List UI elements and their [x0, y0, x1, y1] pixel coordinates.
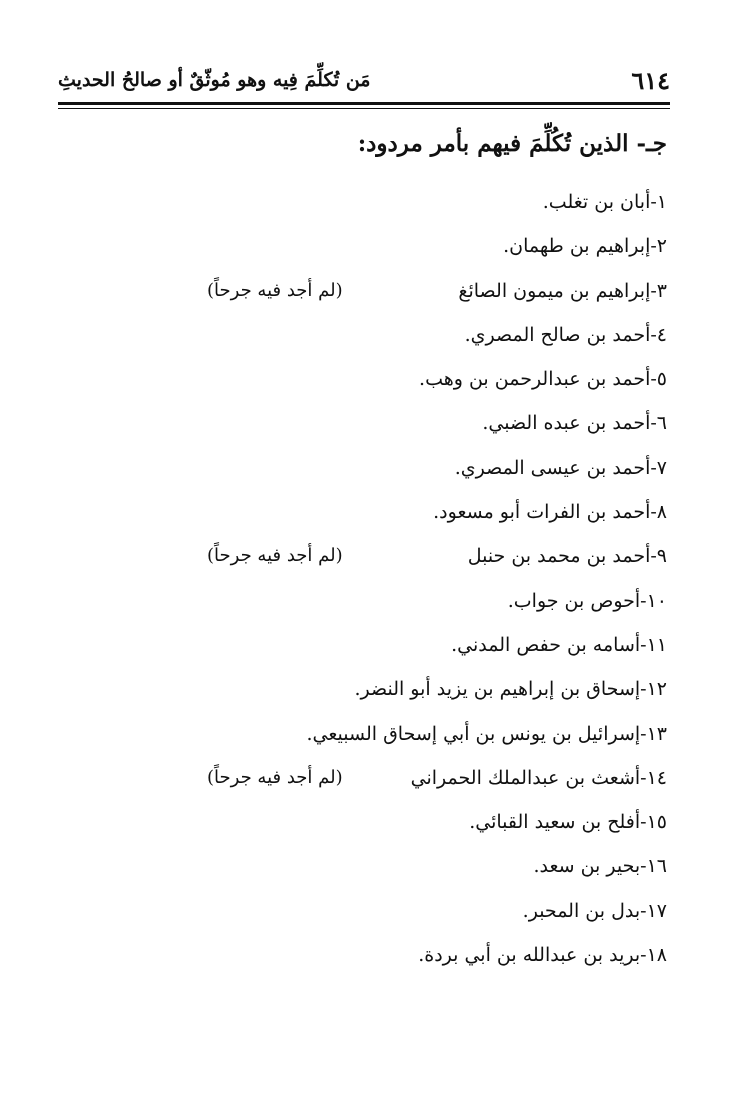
entry-text: أحمد بن عبده الضبي. — [482, 412, 651, 435]
entry-text: إسحاق بن إبراهيم بن يزيد أبو النضر. — [354, 678, 641, 701]
entry-number: ١١ — [646, 633, 667, 656]
entry-dash: - — [650, 412, 657, 435]
entry-text: أحمد بن الفرات أبو مسعود. — [433, 501, 651, 524]
list-item — [57, 224, 667, 268]
entry-number: ٧ — [656, 456, 667, 479]
list-item — [57, 933, 667, 977]
entry-text: أحمد بن صالح المصري. — [464, 323, 651, 346]
entry-number: ٤ — [656, 323, 667, 346]
entry-number: ٣ — [656, 279, 667, 302]
list-item — [57, 534, 667, 578]
list-item — [57, 490, 667, 534]
entry-dash: - — [640, 633, 647, 656]
list-item — [57, 269, 667, 313]
entry-dash: - — [640, 811, 647, 834]
entry-number: ١٤ — [646, 766, 667, 789]
entry-dash: - — [650, 501, 657, 524]
entry-dash: - — [640, 678, 647, 701]
entry-dash: - — [650, 279, 657, 302]
entry-text: أبان بن تغلب. — [542, 191, 651, 213]
list-item — [57, 401, 667, 445]
list-item — [57, 667, 667, 711]
entry-dash: - — [650, 323, 657, 346]
entry-dash: - — [640, 899, 647, 922]
entry-number: ١٠ — [646, 589, 667, 612]
entry-text: إسرائيل بن يونس بن أبي إسحاق السبيعي. — [306, 722, 641, 745]
entry-text: أحمد بن عيسى المصري. — [454, 456, 651, 479]
entry-dash: - — [650, 191, 657, 213]
narrator-list — [57, 180, 667, 977]
entry-dash: - — [640, 766, 647, 789]
entry-number: ٢ — [656, 235, 667, 258]
entry-number: ١٧ — [646, 899, 667, 922]
list-item — [57, 844, 667, 888]
entry-dash: - — [640, 944, 647, 967]
entry-text: أحمد بن محمد بن حنبل — [467, 545, 651, 568]
entry-text: إبراهيم بن طهمان. — [503, 235, 651, 258]
entry-text: بريد بن عبدالله بن أبي بردة. — [418, 944, 641, 967]
entry-number: ١ — [656, 191, 667, 213]
list-item — [57, 180, 667, 224]
entry-dash: - — [650, 456, 657, 479]
running-header — [58, 62, 670, 98]
list-item — [57, 889, 667, 933]
entry-dash: - — [650, 368, 657, 391]
entry-number: ٥ — [656, 368, 667, 391]
list-item — [57, 357, 667, 401]
list-item — [57, 446, 667, 490]
entry-text: أحوص بن جواب. — [507, 589, 641, 612]
entry-text: أفلح بن سعيد القبائي. — [469, 811, 641, 834]
list-item — [57, 756, 667, 800]
entry-dash: - — [640, 722, 647, 745]
entry-number: ٦ — [656, 412, 667, 435]
entry-number: ١٨ — [646, 944, 667, 967]
entry-dash: - — [650, 545, 657, 568]
page-number: ٦١٤ — [631, 65, 670, 95]
entry-note: (لم أجد فيه جرحاً) — [207, 766, 343, 788]
entry-text: بدل بن المحبر. — [522, 899, 641, 922]
list-item — [57, 712, 667, 756]
list-item — [57, 623, 667, 667]
entry-dash: - — [650, 235, 657, 258]
entry-dash: - — [640, 589, 647, 612]
entry-note: (لم أجد فيه جرحاً) — [207, 279, 343, 301]
entry-number: ١٦ — [646, 855, 667, 878]
running-title: مَن تُكلِّمَ فِيه وهو مُوثّقٌ أو صالحُ الحديثِ — [58, 69, 371, 91]
entry-number: ١٥ — [646, 811, 667, 834]
entry-number: ١٢ — [646, 678, 667, 701]
entry-number: ٨ — [656, 501, 667, 524]
section-heading: جـ- الذين تُكُلِّمَ فيهم بأمر مردود: — [357, 130, 667, 157]
entry-note: (لم أجد فيه جرحاً) — [207, 545, 343, 567]
header-rule-thick — [58, 102, 670, 105]
entry-number: ١٣ — [646, 722, 667, 745]
entry-text: إبراهيم بن ميمون الصائغ — [458, 279, 651, 302]
list-item — [57, 800, 667, 844]
entry-text: أسامه بن حفص المدني. — [451, 633, 641, 656]
entry-text: أحمد بن عبدالرحمن بن وهب. — [419, 368, 651, 391]
list-item — [57, 579, 667, 623]
entry-text: بحير بن سعد. — [533, 855, 641, 878]
entry-dash: - — [640, 855, 647, 878]
header-rule-thin — [58, 108, 670, 109]
entry-number: ٩ — [656, 545, 667, 568]
list-item — [57, 313, 667, 357]
entry-text: أشعث بن عبدالملك الحمراني — [410, 766, 641, 789]
